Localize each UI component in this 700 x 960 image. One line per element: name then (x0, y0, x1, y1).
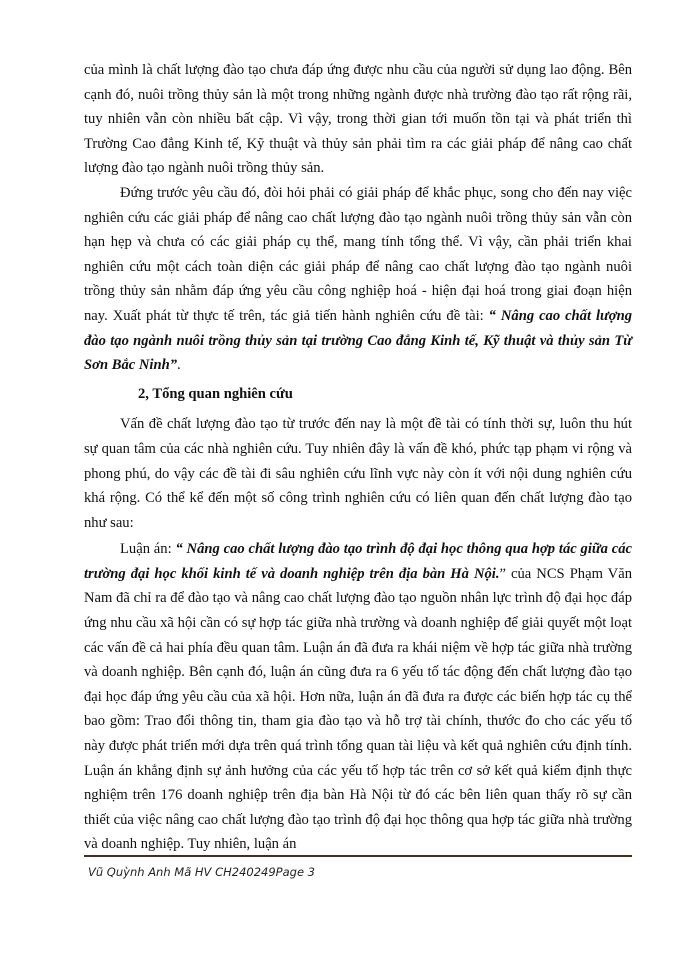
paragraph-1: của mình là chất lượng đào tạo chưa đáp ứng được nhu cầu của người sử dụng lao động. Bên cạnh đó, nuôi trồng thủy sản là một trong những ngành được nhà trường đào tạo rất rộng rãi, tuy nhiên vẫn còn nhiều bất cập. Vì vậy, trong thời gian tới muốn tồn tại và phát triển thì Trường Cao đẳng Kinh tế, Kỹ thuật và thủy sản phải tìm ra các giải pháp để nâng cao chất lượng đào tạo ngành nuôi trồng thủy sản. (84, 62, 632, 177)
thesis-title: “ Nâng cao chất lượng đào tạo ngành nuôi trồng thủy sản tại trường Cao đẳng Kinh tế, Kỹ thuật và thủy sản Từ Sơn Bắc Ninh” (84, 307, 632, 374)
page-footer: Vũ Quỳnh Anh Mã HV CH240249Page 3 (88, 865, 315, 879)
referenced-thesis-title: “ Nâng cao chất lượng đào tạo trình độ đại học thông qua hợp tác giữa các trường đại học khối kinh tế và doanh nghiệp trên địa bàn Hà Nội. (84, 541, 632, 582)
paragraph-3: Vấn đề chất lượng đào tạo từ trước đến nay là một đề tài có tính thời sự, luôn thu hút sự quan tâm của các nhà nghiên cứu. Tuy nhiên đây là vấn đề khó, phức tạp phạm vi rộng và phong phú, do vậy các đề tài đi sâu nghiên cứu lĩnh vực này còn ít với nội dung nghiên cứu khá rộng. Có thể kể đến một số công trình nghiên cứu có liên quan đến chất lượng đào tạo như sau: (84, 416, 632, 531)
paragraph-4-lead: Luận án: (120, 541, 176, 558)
document-body (84, 58, 632, 857)
footer-divider (84, 855, 632, 857)
paragraph-2-text: Đứng trước yêu cầu đó, đòi hỏi phải có giải pháp để khắc phục, song cho đến nay việc nghiên cứu các giải pháp để nâng cao chất lượng đào tạo ngành nuôi trồng thủy sản vẫn còn hạn hẹp và chưa có các giải pháp cụ thể, mang tính tổng thể. Vì vậy, cần phải triển khai nghiên cứu một cách toàn diện các giải pháp để nâng cao chất lượng đào tạo ngành nuôi trồng thủy sản nhằm đáp ứng yêu cầu công nghiệp hoá - hiện đại hoá trong giai đoạn hiện nay. Xuất phát từ thực tế trên, tác giả tiến hành nghiên cứu đề tài: (84, 184, 632, 324)
section-heading: 2, Tổng quan nghiên cứu (138, 385, 293, 402)
paragraph-2-end: . (177, 357, 181, 374)
paragraph-4 (84, 537, 632, 857)
paragraph-4-text: ” của NCS Phạm Văn Nam đã chỉ ra để đào tạo và nâng cao chất lượng đào tạo nguồn nhân lực trình độ đại học đáp ứng nhu cầu xã hội cần có sự hợp tác giữa nhà trường và doanh nghiệp để giải quyết một loạt các vấn đề cả hai phía đều quan tâm. Luận án đã đưa ra khái niệm về hợp tác giữa nhà trường và doanh nghiệp. Bên cạnh đó, luận án cũng đưa ra 6 yếu tố tác động đến chất lượng đào tạo đại học đáp ứng yêu cầu của xã hội. Hơn nữa, luận án đã đưa ra được các biến hợp tác cụ thể bao gồm: Trao đổi thông tin, tham gia đào tạo và hỗ trợ tài chính, thước đo cho các yếu tố này được phát triển mới dựa trên quá trình tổng quan tài liệu và kết quả nghiên cứu định tính. Luận án khẳng định sự ảnh hưởng của các yếu tố hợp tác trên cơ sở kết quả kiểm định thực nghiệm trên 176 doanh nghiệp trên địa bàn Hà Nội từ đó các bên liên quan thấy rõ sự cần thiết của việc nâng cao chất lượng đào tạo trình độ đại học thông qua hợp tác giữa nhà trường và doanh nghiệp. Tuy nhiên, luận án (84, 565, 632, 853)
paragraph-2 (84, 181, 632, 378)
